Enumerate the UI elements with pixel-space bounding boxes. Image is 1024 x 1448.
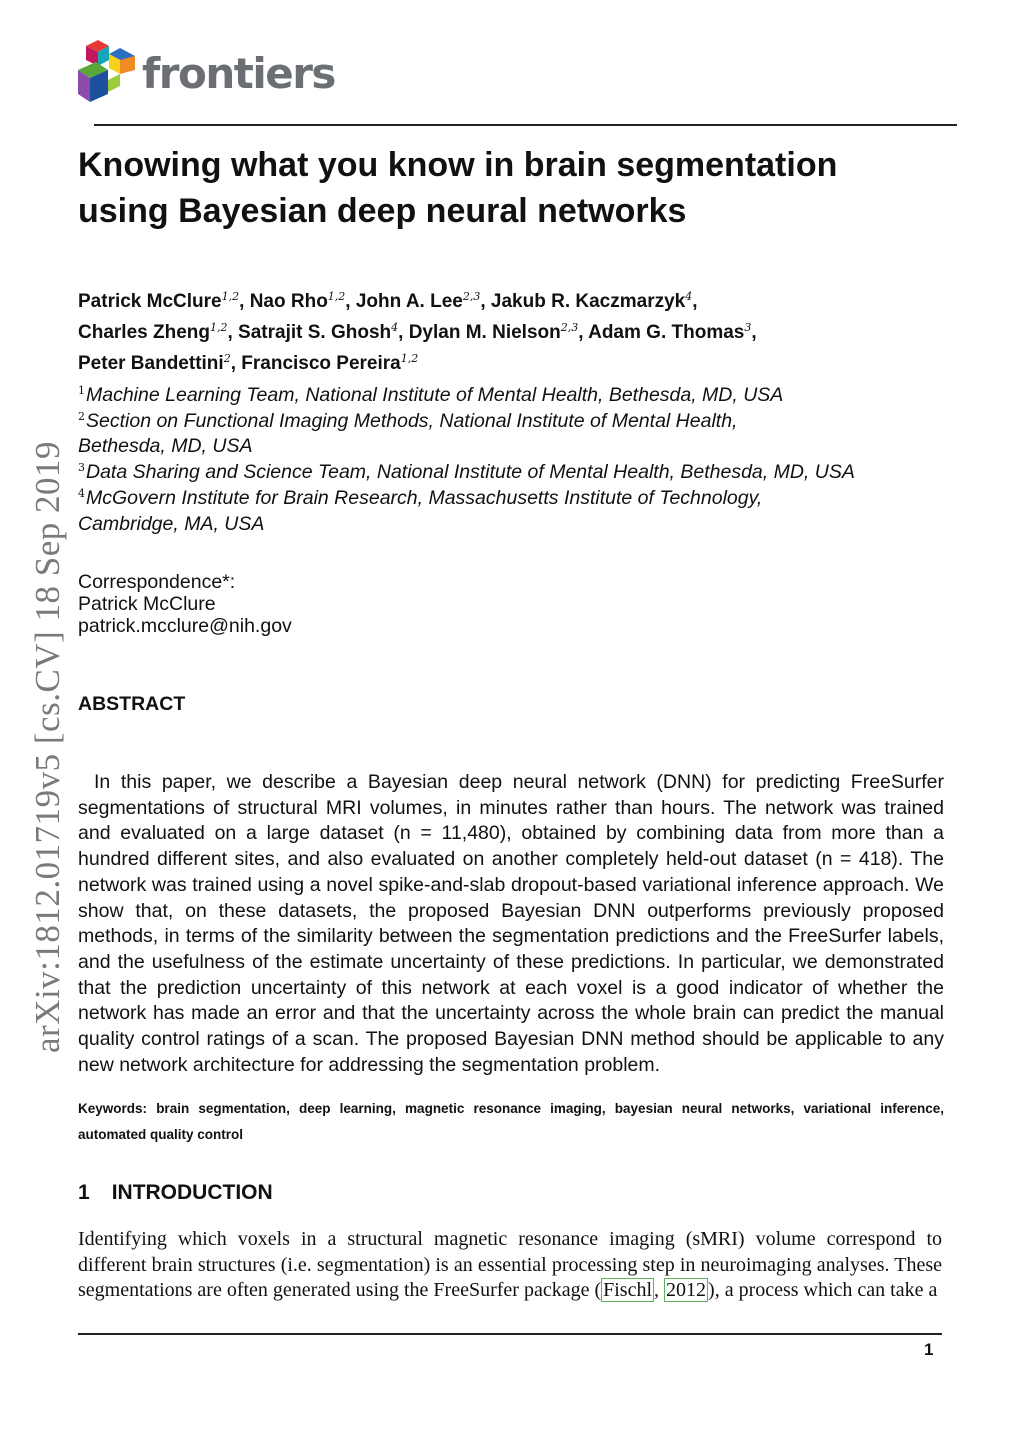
cube-lime-face (108, 74, 120, 92)
frontiers-cube-icon (78, 40, 136, 110)
author: Francisco Pereira$^{1,2}$ (241, 352, 419, 374)
section-number: 1 (78, 1181, 90, 1204)
author: Satrajit S. Ghosh$^4$, (238, 321, 409, 343)
affiliation: $^1$Machine Learning Team, National Institute of Mental Health, Bethesda, MD, USA (78, 384, 784, 406)
author: Dylan M. Nielson$^{2,3}$, (408, 321, 589, 343)
affiliation-list (78, 383, 958, 537)
correspondence-name: Patrick McClure (78, 593, 216, 615)
author: Nao Rho$^{1,2}$, (249, 290, 356, 312)
citation-author-link[interactable]: Fischl (603, 1279, 653, 1302)
author: Adam G. Thomas$^3$, (588, 321, 757, 343)
correspondence-email[interactable]: patrick.mcclure@nih.gov (78, 615, 292, 637)
introduction-text: Identifying which voxels in a structural magnetic resonance imaging (sMRI) volume correspond to different brain structures (i.e. segmentation) is an essential processing step in neuroimaging analyses. These segmentations are often generated using the FreeSurfer package ( Fischl , 2012 ), a process which can take a (78, 1228, 942, 1302)
section-title: INTRODUCTION (111, 1181, 273, 1204)
affiliation: $^3$Data Sharing and Science Team, National Institute of Mental Health, Bethesda, MD, USA (78, 461, 855, 484)
keywords (78, 1096, 944, 1148)
abstract-text: In this paper, we describe a Bayesian deep neural network (DNN) for predicting FreeSurfer segmentations of structural MRI volumes, in minutes rather than hours. The network was trained and evaluated on a large dataset (n = 11,480), obtained by combining data from more than a hundred different sites, and also evaluated on another completely held-out dataset (n = 418). The network was trained using a novel spike-and-slab dropout-based variational inference approach. We show that, on these datasets, the proposed Bayesian DNN outperforms previously proposed methods, in terms of the similarity between the segmentation predictions and the FreeSurfer labels, and the usefulness of the estimate uncertainty of these predictions. In particular, we demonstrated that the prediction uncertainty of this network at each voxel is a good indicator of whether the network has made an error and that the uncertainty across the whole brain can predict the manual quality control ratings of a scan. The proposed Bayesian DNN method should be applicable to any new network architecture for addressing the segmentation problem. (78, 771, 944, 1076)
author: Peter Bandettini$^2$, (78, 352, 242, 374)
arxiv-stamp-text: arXiv:1812.01719v5 [cs.CV] 18 Sep 2019 (28, 440, 67, 1054)
header-rule (94, 124, 957, 126)
abstract-heading: ABSTRACT (78, 693, 186, 715)
affiliation: $^4$McGovern Institute for Brain Research, Massachusetts Institute of Technology, Cambridge, MA, USA (78, 486, 763, 535)
keywords-label: Keywords: (78, 1101, 148, 1116)
paper-title: Knowing what you know in brain segmentation using Bayesian deep neural networks (78, 146, 838, 230)
author-list (78, 286, 958, 379)
footer-rule (78, 1333, 942, 1335)
author: Charles Zheng$^{1,2}$, (78, 321, 239, 343)
keywords-list: brain segmentation, deep learning, magnetic resonance imaging, bayesian neural networks, variational inference, automated quality control (78, 1101, 944, 1142)
correspondence-label: Correspondence*: (78, 571, 236, 593)
frontiers-wordmark: frontiers (142, 48, 335, 98)
frontiers-logo (78, 40, 335, 110)
affiliation: $^2$Section on Functional Imaging Methods, National Institute of Mental Health, Bethesda, MD, USA (78, 409, 738, 458)
author: John A. Lee$^{2,3}$, (355, 290, 491, 312)
page-number: 1 (924, 1340, 934, 1359)
author: Jakub R. Kaczmarzyk$^4$, (490, 290, 698, 312)
citation-year-link[interactable]: 2012 (666, 1279, 707, 1302)
section-heading (78, 1181, 273, 1205)
correspondence (78, 571, 678, 637)
author: Patrick McClure$^{1,2}$, (78, 290, 250, 312)
